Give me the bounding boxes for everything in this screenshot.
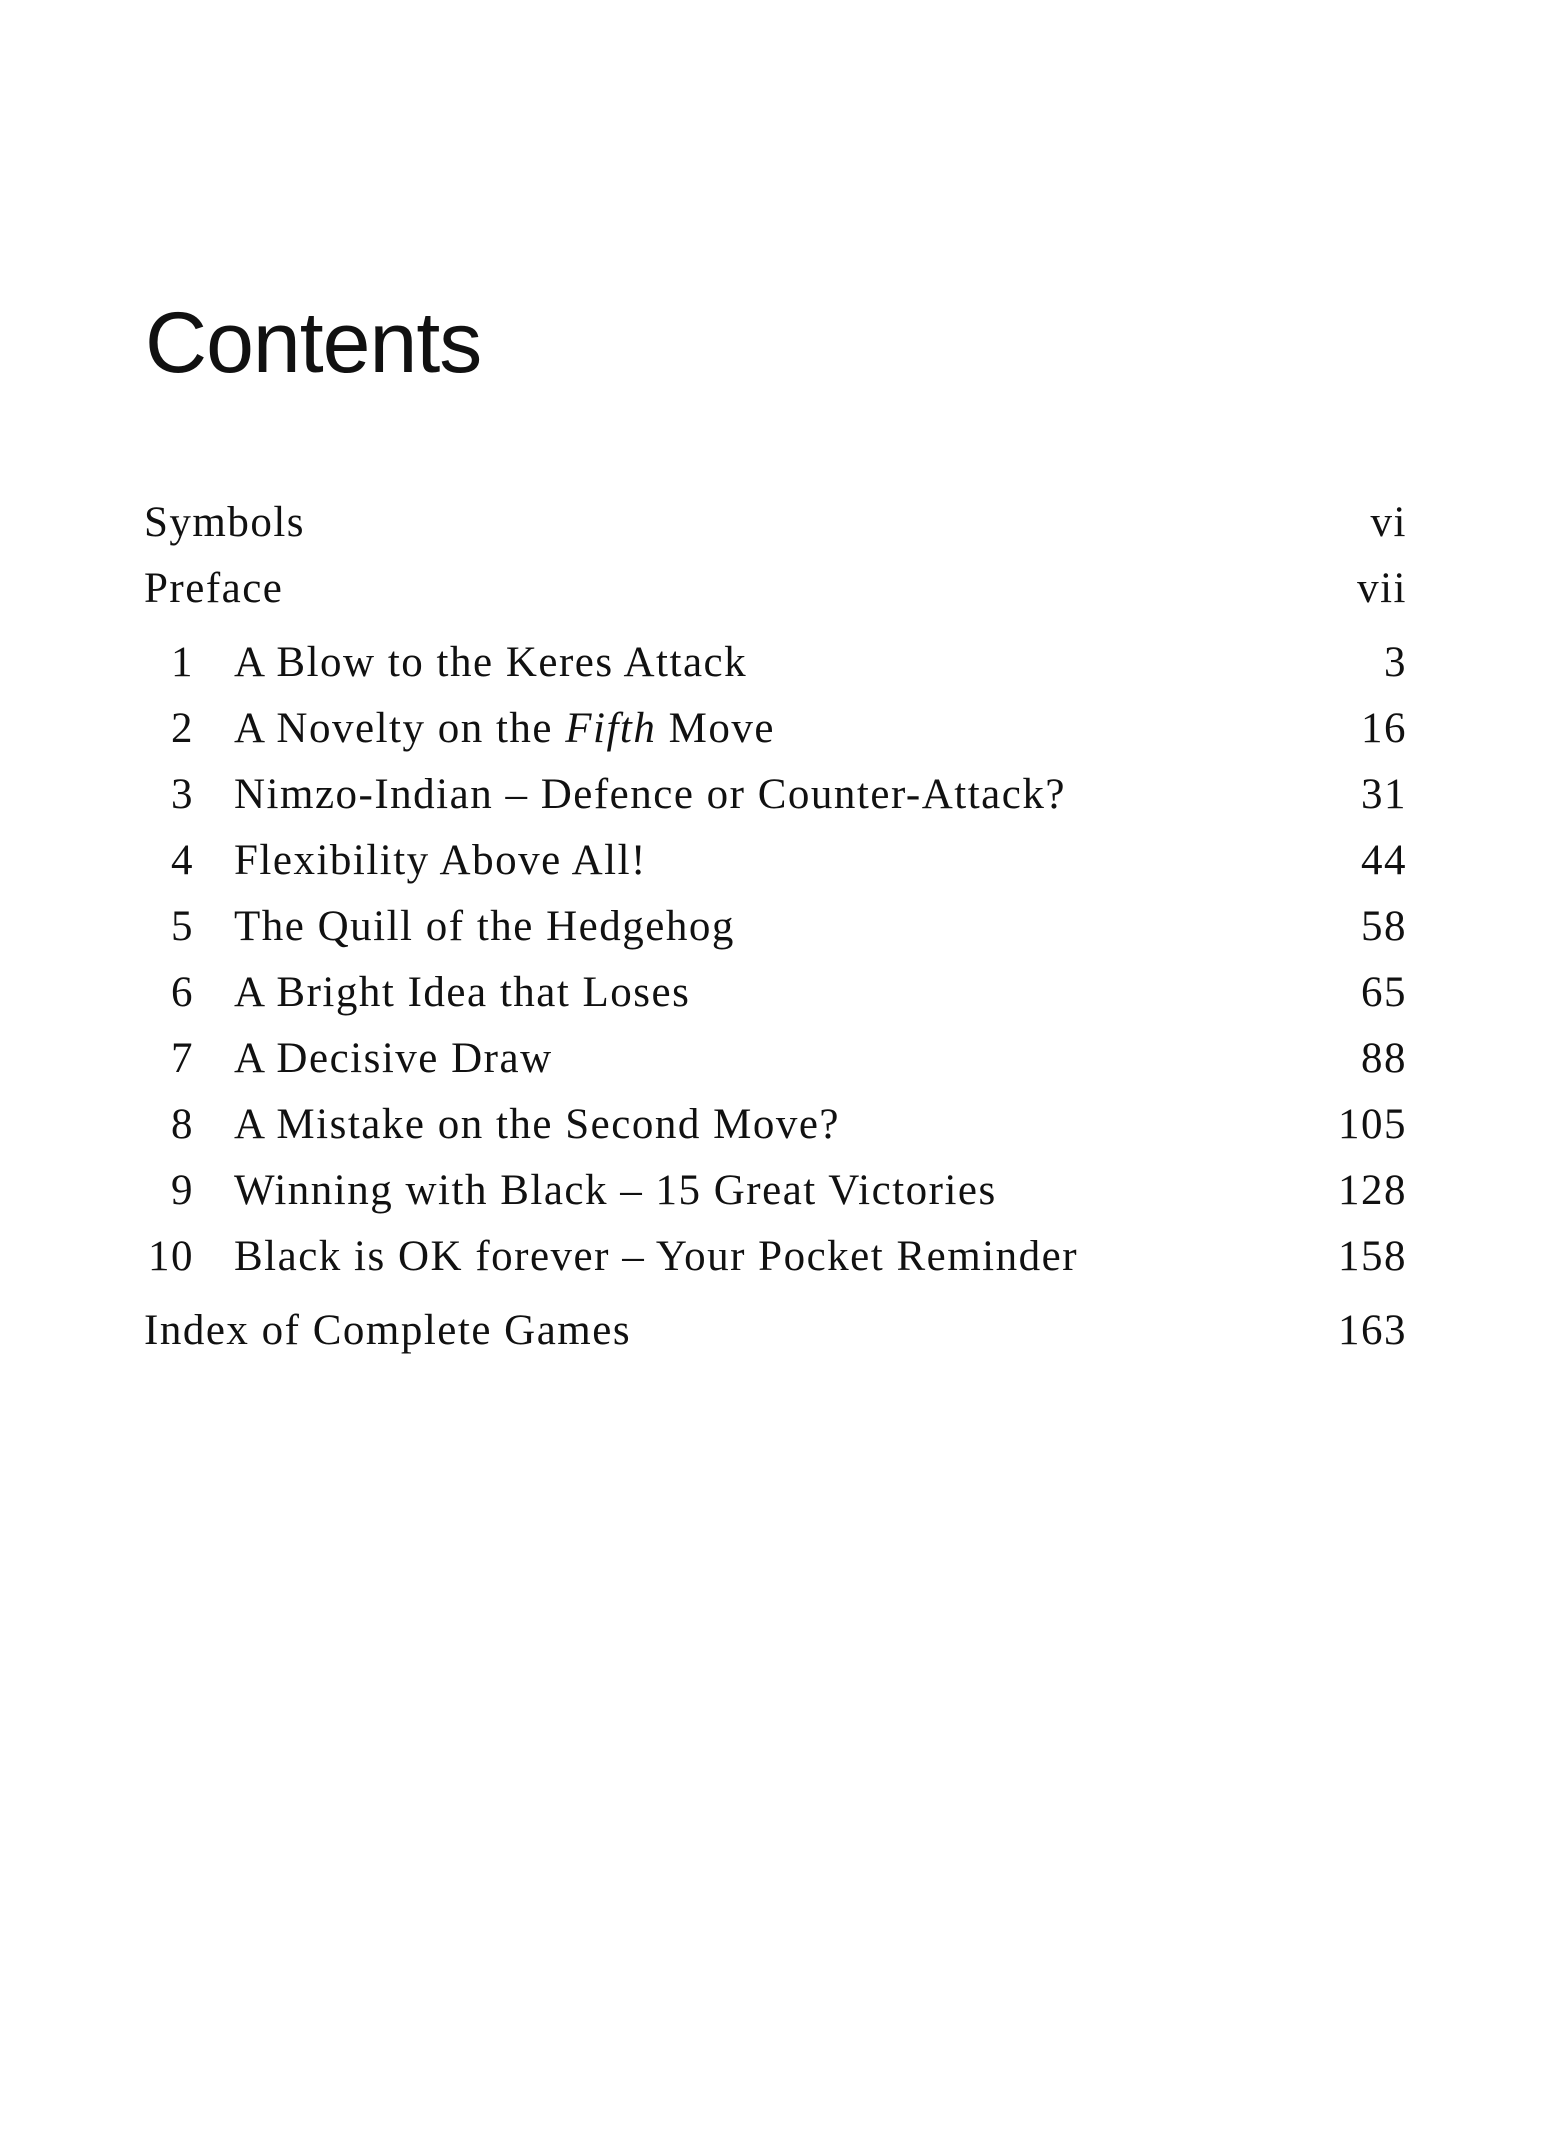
toc-entry-label: Symbols xyxy=(144,499,306,546)
chapter-number: 7 xyxy=(171,1035,194,1082)
chapter-title-italic: Fifth xyxy=(565,705,657,752)
chapter-page: 58 xyxy=(1361,903,1407,950)
toc-entry-page: 163 xyxy=(1338,1307,1407,1354)
chapter-title: A Mistake on the Second Move? xyxy=(234,1101,840,1148)
table-of-contents xyxy=(142,490,1407,1364)
chapter-title-start: A Novelty on the xyxy=(234,705,553,752)
page-title: Contents xyxy=(145,295,482,391)
chapter-title: Nimzo-Indian – Defence or Counter-Attack? xyxy=(234,771,1066,818)
toc-chapter-4 xyxy=(142,828,1407,894)
chapter-page: 16 xyxy=(1361,705,1407,752)
toc-entry-label: Preface xyxy=(144,565,284,612)
chapter-title: A Bright Idea that Loses xyxy=(234,969,691,1016)
chapter-page: 128 xyxy=(1338,1167,1407,1214)
chapter-page: 105 xyxy=(1338,1101,1407,1148)
toc-entry-symbols xyxy=(142,490,1407,556)
toc-chapter-8 xyxy=(142,1092,1407,1158)
toc-chapter-9 xyxy=(142,1158,1407,1224)
chapter-title: A Blow to the Keres Attack xyxy=(234,639,748,686)
chapter-title-end: Move xyxy=(668,705,775,752)
chapter-title: Black is OK forever – Your Pocket Reminder xyxy=(234,1233,1079,1280)
toc-entry-label: Index of Complete Games xyxy=(144,1307,632,1354)
chapter-number: 6 xyxy=(171,969,194,1016)
chapter-number: 9 xyxy=(171,1167,194,1214)
chapter-number: 2 xyxy=(171,705,194,752)
toc-chapter-7 xyxy=(142,1026,1407,1092)
toc-entry-page: vii xyxy=(1357,565,1407,612)
chapter-page: 31 xyxy=(1361,771,1407,818)
chapter-title: Flexibility Above All! xyxy=(234,837,647,884)
toc-chapter-1 xyxy=(142,630,1407,696)
chapter-number: 10 xyxy=(148,1233,194,1280)
toc-entry-page: vi xyxy=(1370,499,1407,546)
chapter-number: 1 xyxy=(171,639,194,686)
chapter-page: 44 xyxy=(1361,837,1407,884)
toc-entry-preface xyxy=(142,556,1407,622)
toc-chapter-10 xyxy=(142,1224,1407,1290)
toc-entry-index xyxy=(142,1298,1407,1364)
chapter-number: 5 xyxy=(171,903,194,950)
chapter-title: Winning with Black – 15 Great Victories xyxy=(234,1167,997,1214)
chapter-page: 158 xyxy=(1338,1233,1407,1280)
toc-chapter-5 xyxy=(142,894,1407,960)
chapter-number: 3 xyxy=(171,771,194,818)
chapter-page: 3 xyxy=(1384,639,1407,686)
chapter-title: A Decisive Draw xyxy=(234,1035,553,1082)
chapter-title xyxy=(234,696,775,762)
toc-chapter-3 xyxy=(142,762,1407,828)
toc-chapter-2 xyxy=(142,696,1407,762)
toc-chapter-6 xyxy=(142,960,1407,1026)
chapter-number: 8 xyxy=(171,1101,194,1148)
chapter-title: The Quill of the Hedgehog xyxy=(234,903,735,950)
chapter-page: 88 xyxy=(1361,1035,1407,1082)
chapter-page: 65 xyxy=(1361,969,1407,1016)
chapter-number: 4 xyxy=(171,837,194,884)
